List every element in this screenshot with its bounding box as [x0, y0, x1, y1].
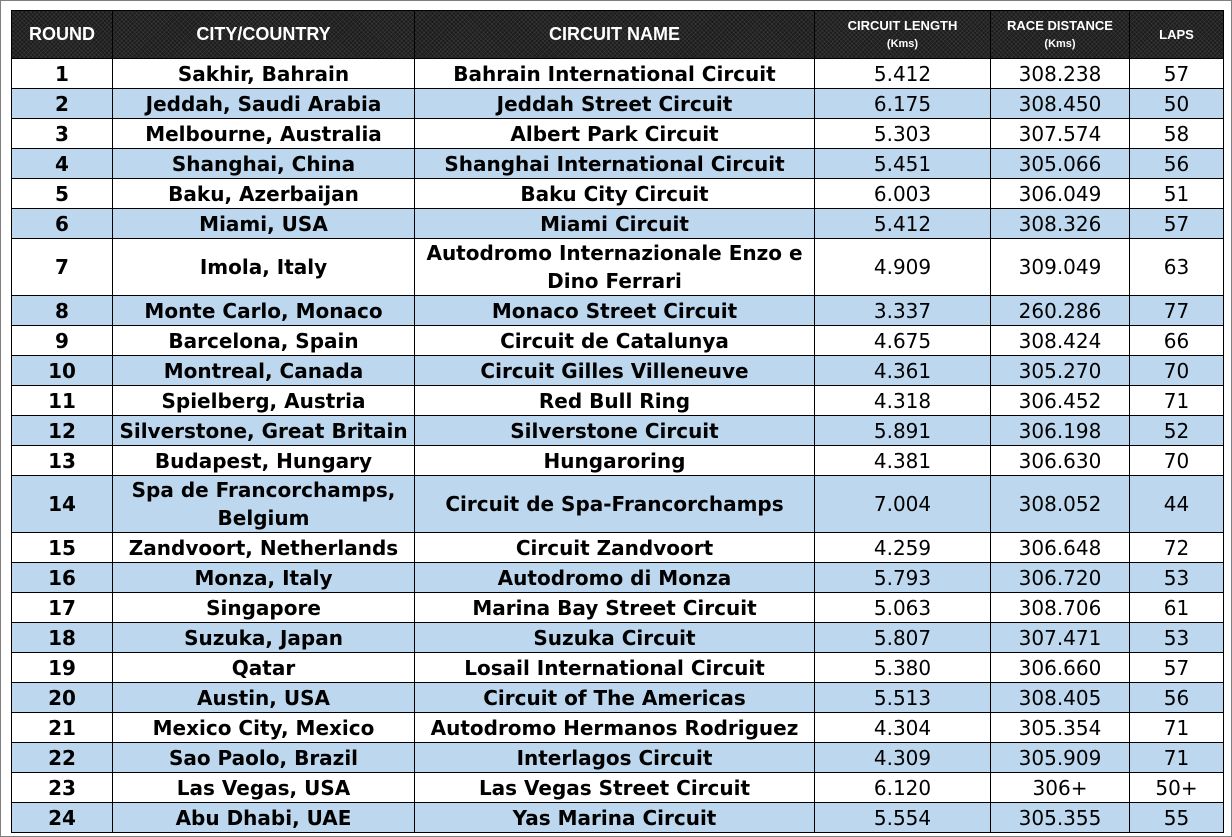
- circuit-length-cell: 4.304: [815, 713, 991, 743]
- table-row: [12, 239, 1224, 296]
- table-row: [12, 683, 1224, 713]
- circuit-name-cell: Circuit de Spa-Francorchamps: [415, 476, 815, 533]
- header-circuit-length: [815, 11, 991, 59]
- circuit-length-cell: 4.675: [815, 326, 991, 356]
- city-country-cell: Mexico City, Mexico: [113, 713, 415, 743]
- race-distance-cell: 308.424: [991, 326, 1130, 356]
- circuit-length-cell: 7.004: [815, 476, 991, 533]
- race-distance-cell: 260.286: [991, 296, 1130, 326]
- city-country-cell: Silverstone, Great Britain: [113, 416, 415, 446]
- table-row: [12, 326, 1224, 356]
- round-cell: 17: [12, 593, 113, 623]
- city-country-cell: Monza, Italy: [113, 563, 415, 593]
- circuit-length-cell: 5.891: [815, 416, 991, 446]
- city-country-cell: Barcelona, Spain: [113, 326, 415, 356]
- race-distance-cell: 308.706: [991, 593, 1130, 623]
- table-row: [12, 713, 1224, 743]
- round-cell: 7: [12, 239, 113, 296]
- laps-cell: 70: [1130, 356, 1224, 386]
- race-distance-cell: 305.354: [991, 713, 1130, 743]
- round-cell: 14: [12, 476, 113, 533]
- laps-cell: 44: [1130, 476, 1224, 533]
- round-cell: 13: [12, 446, 113, 476]
- header-round: ROUND: [12, 11, 113, 59]
- table-body: [12, 59, 1224, 833]
- header-circuit-length-label: CIRCUIT LENGTH: [847, 17, 958, 33]
- round-cell: 11: [12, 386, 113, 416]
- circuit-name-cell: Losail International Circuit: [415, 653, 815, 683]
- table-row: [12, 386, 1224, 416]
- circuit-name-cell: Miami Circuit: [415, 209, 815, 239]
- laps-cell: 58: [1130, 119, 1224, 149]
- circuit-length-cell: 5.793: [815, 563, 991, 593]
- round-cell: 5: [12, 179, 113, 209]
- round-cell: 24: [12, 803, 113, 833]
- circuit-length-cell: 4.318: [815, 386, 991, 416]
- round-cell: 19: [12, 653, 113, 683]
- city-country-cell: Baku, Azerbaijan: [113, 179, 415, 209]
- city-country-cell: Austin, USA: [113, 683, 415, 713]
- circuit-name-cell: Interlagos Circuit: [415, 743, 815, 773]
- laps-cell: 56: [1130, 149, 1224, 179]
- table-row: [12, 446, 1224, 476]
- race-distance-cell: 307.471: [991, 623, 1130, 653]
- race-distance-cell: 306+: [991, 773, 1130, 803]
- race-calendar-table: [11, 10, 1224, 833]
- round-cell: 12: [12, 416, 113, 446]
- city-country-cell: Sao Paolo, Brazil: [113, 743, 415, 773]
- laps-cell: 72: [1130, 533, 1224, 563]
- table-row: [12, 179, 1224, 209]
- laps-cell: 53: [1130, 623, 1224, 653]
- laps-cell: 71: [1130, 713, 1224, 743]
- circuit-length-cell: 6.175: [815, 89, 991, 119]
- laps-cell: 57: [1130, 653, 1224, 683]
- table-row: [12, 89, 1224, 119]
- race-distance-cell: 308.052: [991, 476, 1130, 533]
- table-row: [12, 653, 1224, 683]
- city-country-cell: Qatar: [113, 653, 415, 683]
- circuit-name-cell: Marina Bay Street Circuit: [415, 593, 815, 623]
- round-cell: 16: [12, 563, 113, 593]
- city-country-cell: Abu Dhabi, UAE: [113, 803, 415, 833]
- circuit-length-cell: 4.381: [815, 446, 991, 476]
- round-cell: 21: [12, 713, 113, 743]
- header-laps: LAPS: [1130, 11, 1224, 59]
- round-cell: 8: [12, 296, 113, 326]
- circuit-name-cell: Circuit of The Americas: [415, 683, 815, 713]
- city-country-cell: Zandvoort, Netherlands: [113, 533, 415, 563]
- circuit-name-cell: Las Vegas Street Circuit: [415, 773, 815, 803]
- circuit-length-cell: 4.909: [815, 239, 991, 296]
- header-city-country: CITY/COUNTRY: [113, 11, 415, 59]
- round-cell: 4: [12, 149, 113, 179]
- city-country-cell: Suzuka, Japan: [113, 623, 415, 653]
- table-row: [12, 593, 1224, 623]
- circuit-length-cell: 5.303: [815, 119, 991, 149]
- circuit-name-cell: Yas Marina Circuit: [415, 803, 815, 833]
- circuit-name-cell: Autodromo Hermanos Rodriguez: [415, 713, 815, 743]
- race-distance-cell: 305.909: [991, 743, 1130, 773]
- circuit-length-cell: 5.063: [815, 593, 991, 623]
- circuit-name-cell: Silverstone Circuit: [415, 416, 815, 446]
- round-cell: 6: [12, 209, 113, 239]
- round-cell: 20: [12, 683, 113, 713]
- race-distance-cell: 306.720: [991, 563, 1130, 593]
- header-circuit-name: CIRCUIT NAME: [415, 11, 815, 59]
- city-country-cell: Spa de Francorchamps, Belgium: [113, 476, 415, 533]
- race-distance-cell: 305.355: [991, 803, 1130, 833]
- race-distance-cell: 308.238: [991, 59, 1130, 89]
- round-cell: 2: [12, 89, 113, 119]
- laps-cell: 63: [1130, 239, 1224, 296]
- circuit-length-cell: 6.003: [815, 179, 991, 209]
- race-distance-cell: 308.405: [991, 683, 1130, 713]
- table-row: [12, 803, 1224, 833]
- circuit-name-cell: Circuit Zandvoort: [415, 533, 815, 563]
- laps-cell: 71: [1130, 743, 1224, 773]
- round-cell: 18: [12, 623, 113, 653]
- circuit-length-cell: 6.120: [815, 773, 991, 803]
- laps-cell: 51: [1130, 179, 1224, 209]
- round-cell: 9: [12, 326, 113, 356]
- laps-cell: 71: [1130, 386, 1224, 416]
- city-country-cell: Sakhir, Bahrain: [113, 59, 415, 89]
- laps-cell: 53: [1130, 563, 1224, 593]
- table-row: [12, 476, 1224, 533]
- laps-cell: 55: [1130, 803, 1224, 833]
- circuit-name-cell: Baku City Circuit: [415, 179, 815, 209]
- circuit-length-cell: 5.412: [815, 59, 991, 89]
- city-country-cell: Budapest, Hungary: [113, 446, 415, 476]
- city-country-cell: Melbourne, Australia: [113, 119, 415, 149]
- circuit-name-cell: Red Bull Ring: [415, 386, 815, 416]
- city-country-cell: Montreal, Canada: [113, 356, 415, 386]
- table-row: [12, 623, 1224, 653]
- table-row: [12, 209, 1224, 239]
- race-distance-cell: 306.198: [991, 416, 1130, 446]
- race-distance-cell: 309.049: [991, 239, 1130, 296]
- race-distance-cell: 306.049: [991, 179, 1130, 209]
- race-distance-cell: 308.450: [991, 89, 1130, 119]
- city-country-cell: Las Vegas, USA: [113, 773, 415, 803]
- city-country-cell: Singapore: [113, 593, 415, 623]
- circuit-name-cell: Circuit de Catalunya: [415, 326, 815, 356]
- circuit-length-cell: 5.380: [815, 653, 991, 683]
- circuit-length-cell: 5.513: [815, 683, 991, 713]
- race-distance-cell: 305.270: [991, 356, 1130, 386]
- laps-cell: 66: [1130, 326, 1224, 356]
- circuit-name-cell: Autodromo Internazionale Enzo e Dino Ferrari: [415, 239, 815, 296]
- round-cell: 1: [12, 59, 113, 89]
- race-distance-cell: 306.648: [991, 533, 1130, 563]
- laps-cell: 70: [1130, 446, 1224, 476]
- circuit-length-cell: 5.554: [815, 803, 991, 833]
- circuit-length-cell: 4.309: [815, 743, 991, 773]
- table-row: [12, 296, 1224, 326]
- race-distance-cell: 306.452: [991, 386, 1130, 416]
- laps-cell: 57: [1130, 209, 1224, 239]
- circuit-name-cell: Shanghai International Circuit: [415, 149, 815, 179]
- circuit-length-cell: 5.807: [815, 623, 991, 653]
- circuit-name-cell: Jeddah Street Circuit: [415, 89, 815, 119]
- city-country-cell: Shanghai, China: [113, 149, 415, 179]
- race-distance-cell: 305.066: [991, 149, 1130, 179]
- table-row: [12, 356, 1224, 386]
- city-country-cell: Jeddah, Saudi Arabia: [113, 89, 415, 119]
- city-country-cell: Monte Carlo, Monaco: [113, 296, 415, 326]
- table-row: [12, 533, 1224, 563]
- header-row: [12, 11, 1224, 59]
- table-row: [12, 59, 1224, 89]
- circuit-length-cell: 4.361: [815, 356, 991, 386]
- city-country-cell: Miami, USA: [113, 209, 415, 239]
- circuit-length-cell: 5.451: [815, 149, 991, 179]
- city-country-cell: Spielberg, Austria: [113, 386, 415, 416]
- round-cell: 10: [12, 356, 113, 386]
- table-row: [12, 773, 1224, 803]
- round-cell: 22: [12, 743, 113, 773]
- circuit-name-cell: Bahrain International Circuit: [415, 59, 815, 89]
- circuit-length-cell: 4.259: [815, 533, 991, 563]
- circuit-name-cell: Albert Park Circuit: [415, 119, 815, 149]
- table-row: [12, 119, 1224, 149]
- race-distance-cell: 307.574: [991, 119, 1130, 149]
- laps-cell: 77: [1130, 296, 1224, 326]
- header-race-distance-unit: (Kms): [1044, 37, 1076, 50]
- round-cell: 23: [12, 773, 113, 803]
- race-distance-cell: 306.630: [991, 446, 1130, 476]
- table-row: [12, 563, 1224, 593]
- circuit-length-cell: 3.337: [815, 296, 991, 326]
- circuit-length-cell: 5.412: [815, 209, 991, 239]
- table-row: [12, 743, 1224, 773]
- table-row: [12, 416, 1224, 446]
- laps-cell: 57: [1130, 59, 1224, 89]
- laps-cell: 52: [1130, 416, 1224, 446]
- race-distance-cell: 306.660: [991, 653, 1130, 683]
- circuit-name-cell: Hungaroring: [415, 446, 815, 476]
- circuit-name-cell: Circuit Gilles Villeneuve: [415, 356, 815, 386]
- header-race-distance: [991, 11, 1130, 59]
- round-cell: 3: [12, 119, 113, 149]
- laps-cell: 50: [1130, 89, 1224, 119]
- table-row: [12, 149, 1224, 179]
- circuit-name-cell: Autodromo di Monza: [415, 563, 815, 593]
- circuit-name-cell: Suzuka Circuit: [415, 623, 815, 653]
- header-race-distance-label: RACE DISTANCE: [1007, 17, 1113, 33]
- city-country-cell: Imola, Italy: [113, 239, 415, 296]
- laps-cell: 61: [1130, 593, 1224, 623]
- round-cell: 15: [12, 533, 113, 563]
- circuit-name-cell: Monaco Street Circuit: [415, 296, 815, 326]
- race-distance-cell: 308.326: [991, 209, 1130, 239]
- laps-cell: 50+: [1130, 773, 1224, 803]
- laps-cell: 56: [1130, 683, 1224, 713]
- header-circuit-length-unit: (Kms): [886, 37, 919, 50]
